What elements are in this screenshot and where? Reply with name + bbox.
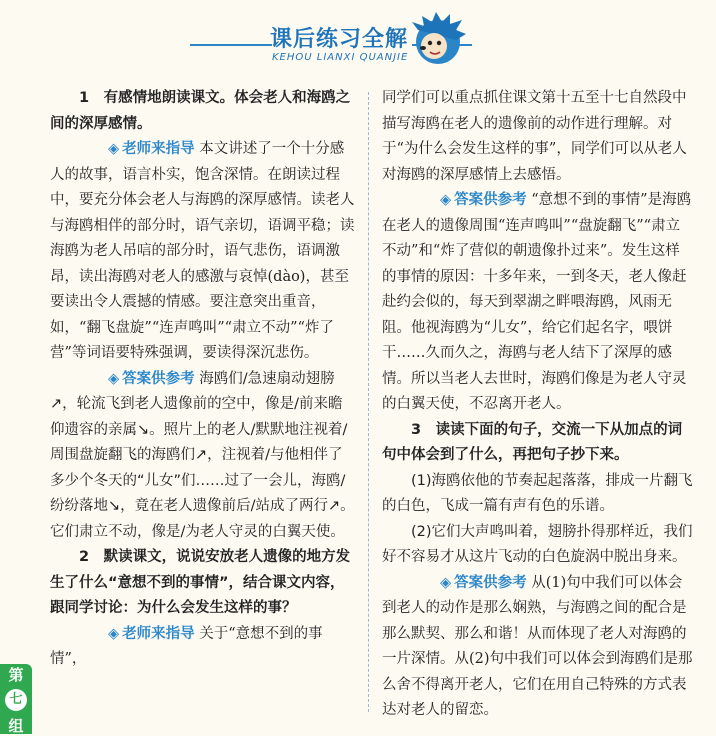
q2-guide-paragraph [50, 622, 355, 673]
header-rule-left [190, 44, 272, 46]
q2-answer-tag: ◈ 答案供参考 [411, 192, 527, 208]
q1-guide-tag: ◈ 老师来指导 [79, 141, 195, 157]
q1-guide-paragraph [50, 137, 355, 367]
page-header [0, 0, 716, 80]
diamond-arrow-icon: ◈ [108, 625, 120, 642]
q2-answer-paragraph [382, 188, 694, 418]
q3-sentence-1: (1)海鸥依他的节奏起起落落，排成一片翻飞的白色，飞成一篇有声有色的乐谱。 [382, 472, 693, 514]
hedgehog-mascot-icon [408, 10, 466, 70]
question-2: 2 默读课文，说说安放老人遗像的地方发生了什么“意想不到的事情”，结合课文内容，跟同学讨论：为什么会发生这样的事？ [50, 549, 351, 616]
side-tab-label-top: 第 [8, 666, 24, 684]
left-column [50, 86, 355, 673]
q1-guide-text: 本文讲述了一个十分感人的故事，语言朴实，饱含深情。在朗读过程中，要充分体会老人与海鸥的深厚感情。读老人与海鸥相伴的部分时，语气亲切，语调平稳；读海鸥为老人吊唁的部分时，语气悲伤，语调激昂，读出海鸥对老人的感激与哀悼(dào)，甚至要读出令人震撼的情感。要注意突出重音，如，“翻飞盘旋”“连声鸣叫”“肃立不动”“炸了营”等词语要特殊强调，要读得深沉悲伤。 [50, 141, 355, 361]
q3-answer-text: 从(1)句中我们可以体会到老人的动作是那么娴熟，与海鸥之间的配合是那么默契、那么和谐！从而体现了老人对海鸥的一片深情。从(2)句中我们可以体会到海鸥们是那么舍不得离开老人，它们在用自己特殊的方式表达对老人的留恋。 [382, 574, 693, 718]
q2-guide-tag: ◈ 老师来指导 [79, 626, 195, 642]
diamond-arrow-icon: ◈ [440, 192, 452, 208]
unit-side-tab [0, 664, 32, 734]
diamond-arrow-icon: ◈ [440, 574, 452, 591]
q1-answer-text: 海鸥们/急速扇动翅膀↗，轮流飞到老人遗像前的空中，像是/前来瞻仰遗容的亲属↘。照片上的老人/默默地注视着/周围盘旋翻飞的海鸥们↗，注视着/与他相伴了多少个冬天的“儿女”们……过了一会儿，海鸥/纷纷落地↘，竟在老人遗像前后/站成了两行↗。它们肃立不动，像是/为老人守灵的白翼天使。 [50, 370, 355, 540]
question-1: 1 有感情地朗读课文。体会老人和海鸥之间的深厚感情。 [50, 90, 351, 132]
diamond-arrow-icon: ◈ [108, 141, 120, 157]
q3-answer-paragraph [382, 571, 694, 724]
q3-answer-tag: ◈ 答案供参考 [411, 575, 527, 591]
right-column [382, 86, 694, 724]
q2-guide-text-start: 关于“意想不到的事情”， [50, 625, 323, 667]
section-subtitle: KEHOU LIANXI QUANJIE [272, 52, 409, 63]
q2-guide-text-cont: 同学们可以重点抓住课文第十五至十七自然段中描写海鸥在老人的遗像前的动作进行理解。对于“为什么会发生这样的事”，同学们可以从老人对海鸥的深厚感情上去感悟。 [382, 90, 687, 183]
q3-sentence-2: (2)它们大声鸣叫着，翅膀扑得那样近，我们好不容易才从这片飞动的白色旋涡中脱出身来。 [382, 523, 693, 565]
q2-answer-text: “意想不到的事情”是海鸥在老人的遗像周围“连声鸣叫”“盘旋翻飞”“肃立不动”和“炸了营似的朝遗像扑过来”。发生这样的事情的原因：十多年来，一到冬天，老人像赶赴约会似的，每天到翠湖之畔喂海鸥，风雨无阻。他视海鸥为“儿女”，给它们起名字，喂饼干……久而久之，海鸥与老人结下了深厚的感情。所以当老人去世时，海鸥们像是为老人守灵的白翼天使，不忍离开老人。 [382, 192, 692, 412]
side-tab-number: 七 [5, 689, 27, 711]
side-tab-label-bottom: 组 [8, 717, 24, 735]
q1-answer-paragraph [50, 367, 355, 546]
section-title: 课后练习全解 [270, 27, 409, 52]
question-3: 3 读读下面的句子，交流一下从加点的词句中体会到了什么，再把句子抄下来。 [382, 421, 683, 463]
diamond-arrow-icon: ◈ [108, 370, 120, 387]
q1-answer-tag: ◈ 答案供参考 [79, 371, 195, 387]
column-divider [368, 92, 369, 712]
